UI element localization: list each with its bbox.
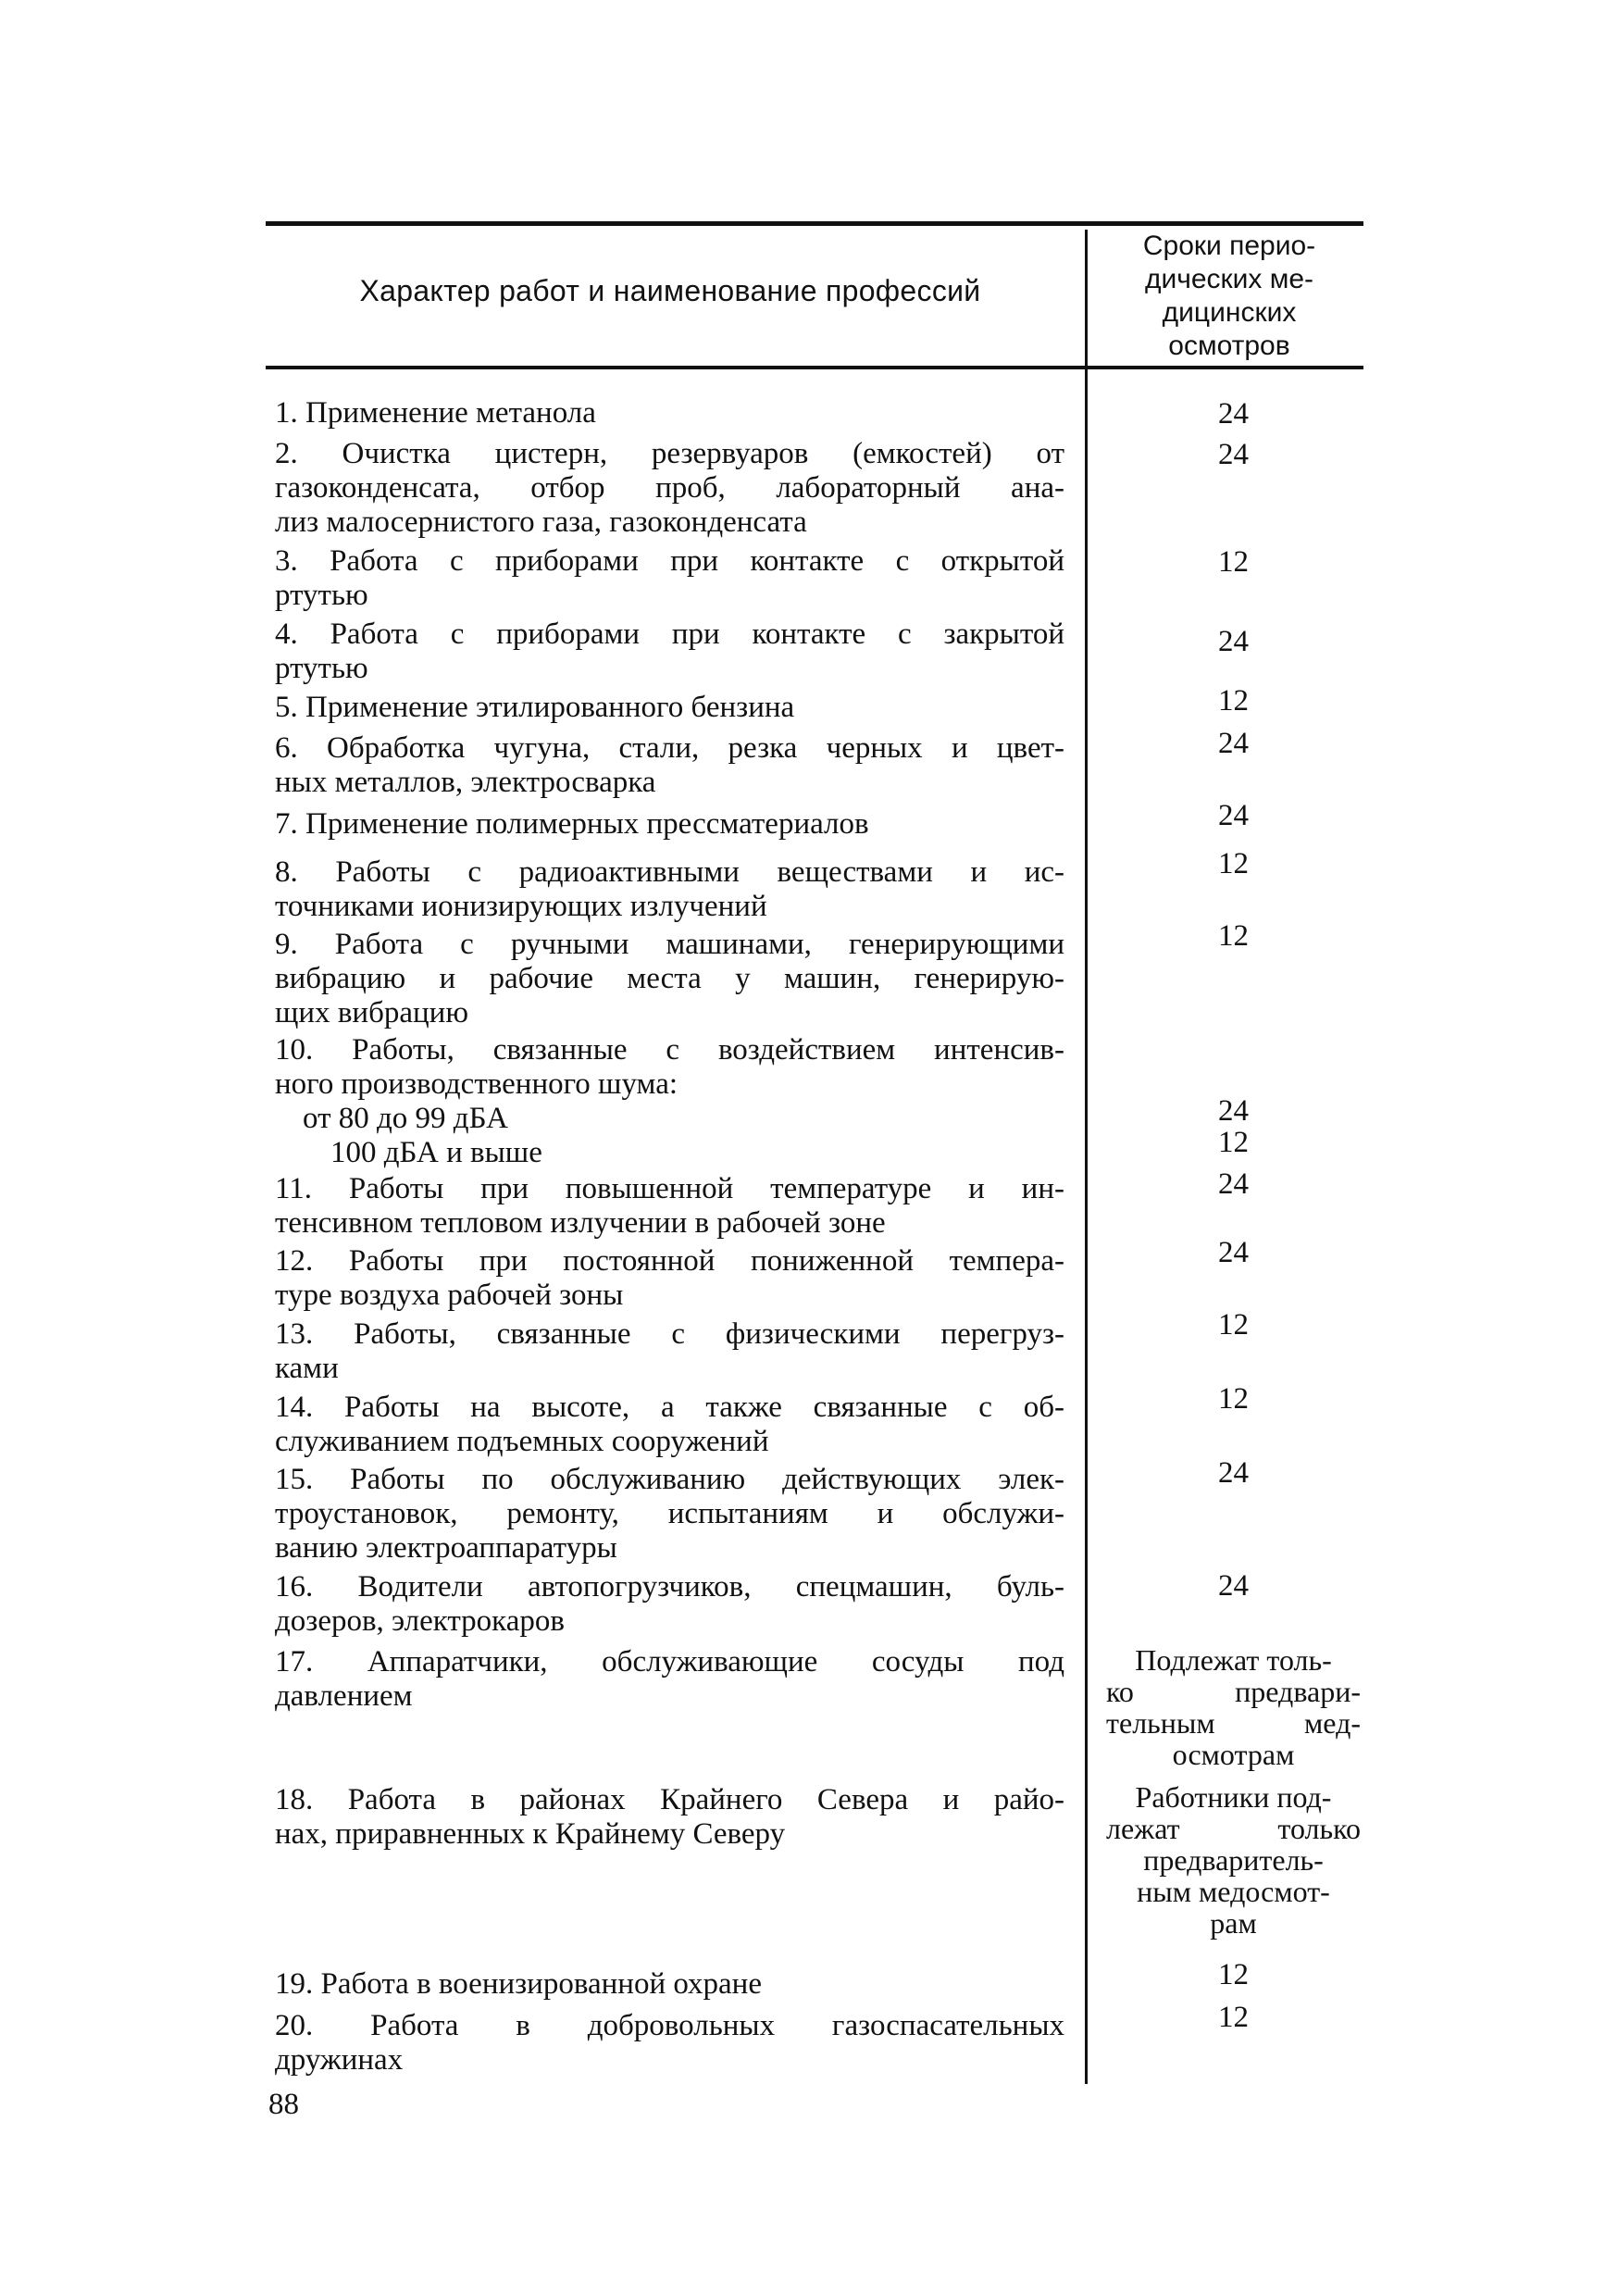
term-note-line: тельным мед- bbox=[1106, 1706, 1361, 1740]
row-line: 13. Работы, связанные с физическими перегруз- bbox=[275, 1317, 1064, 1351]
table-row-13-work bbox=[275, 1317, 1064, 1386]
term-value: 24 bbox=[1218, 1456, 1249, 1490]
table-row-4-term bbox=[1106, 626, 1361, 657]
row-line: 6. Обработка чугуна, стали, резка черных и цвет- bbox=[275, 731, 1064, 765]
table-row-4-work bbox=[275, 618, 1064, 686]
row-line: ных металлов, электросварка bbox=[275, 766, 656, 799]
term-value: 24 bbox=[1218, 625, 1249, 658]
table-row-19-work bbox=[275, 1967, 1064, 2002]
table-row-12-term bbox=[1106, 1237, 1361, 1268]
row-line: ванию электроаппаратуры bbox=[275, 1531, 617, 1565]
term-note-line: лежат только bbox=[1106, 1812, 1361, 1845]
term-value: 24 bbox=[1218, 799, 1249, 832]
row-line: дружинах bbox=[275, 2043, 404, 2077]
row-line: 19. Работа в военизированной охране bbox=[275, 1967, 762, 2001]
header-exam-terms bbox=[1097, 230, 1362, 363]
page-number: 88 bbox=[268, 2088, 299, 2121]
table-row-17-work bbox=[275, 1645, 1064, 1714]
row-line: 5. Применение этилированного бензина bbox=[275, 691, 795, 724]
table-row-16-work bbox=[275, 1570, 1064, 1639]
row-line: туре воздуха рабочей зоны bbox=[275, 1279, 624, 1312]
term-value: 12 bbox=[1218, 1308, 1249, 1341]
table-row-3-work bbox=[275, 544, 1064, 613]
table-row-3-term bbox=[1106, 546, 1361, 578]
term-value: 24 bbox=[1218, 1167, 1249, 1201]
table-row-1-term bbox=[1106, 398, 1361, 430]
term-value: 12 bbox=[1218, 1382, 1249, 1416]
table-row-2-term bbox=[1106, 439, 1361, 470]
term-note-line: рам bbox=[1210, 1906, 1257, 1940]
table-row-18-term bbox=[1106, 1781, 1361, 1939]
table-row-14-term bbox=[1106, 1383, 1361, 1415]
term-value: 12 bbox=[1218, 847, 1249, 880]
term-value: 24 bbox=[1218, 1569, 1249, 1603]
row-line: 100 дБА и выше bbox=[330, 1136, 542, 1169]
term-value: 12 bbox=[1218, 919, 1249, 953]
header-term-line: дицинских bbox=[1162, 297, 1297, 328]
row-line: точниками ионизирующих излучений bbox=[275, 890, 767, 923]
table-row-11-term bbox=[1106, 1168, 1361, 1200]
row-line: от 80 до 99 дБА bbox=[303, 1102, 508, 1135]
term-note-line: осмотрам bbox=[1172, 1738, 1295, 1771]
row-line: давлением bbox=[275, 1679, 413, 1713]
row-line: газоконденсата, отбор проб, лабораторный ана- bbox=[275, 471, 1064, 505]
table-row-5-term bbox=[1106, 685, 1361, 717]
term-note-line: Подлежат толь- bbox=[1135, 1643, 1332, 1677]
term-note-line: ным медосмот- bbox=[1137, 1875, 1330, 1908]
table-row-12-work bbox=[275, 1244, 1064, 1313]
table-row-15-work bbox=[275, 1463, 1064, 1566]
row-line: щих вибрацию bbox=[275, 996, 468, 1029]
row-line: 11. Работы при повышенной температуре и ин- bbox=[275, 1172, 1064, 1205]
table-row-17-term bbox=[1106, 1644, 1361, 1770]
table-row-9-work bbox=[275, 928, 1064, 1030]
row-line: 1. Применение метанола bbox=[275, 396, 596, 430]
table-row-14-work bbox=[275, 1391, 1064, 1459]
row-line: 20. Работа в добровольных газоспасательных bbox=[275, 2009, 1064, 2042]
term-value: 24 bbox=[1218, 727, 1249, 760]
row-line: 3. Работа с приборами при контакте с открытой bbox=[275, 544, 1064, 578]
row-line: ртутью bbox=[275, 652, 368, 685]
table-row-7-work bbox=[275, 807, 1064, 842]
row-line: троустановок, ремонту, испытаниям и обслужи- bbox=[275, 1497, 1064, 1530]
row-line: 18. Работа в районах Крайнего Севера и райо- bbox=[275, 1783, 1064, 1816]
row-line: ками bbox=[275, 1352, 339, 1385]
term-value: 24 bbox=[1218, 438, 1249, 471]
table-row-13-term bbox=[1106, 1309, 1361, 1341]
table-row-15-term bbox=[1106, 1457, 1361, 1489]
table-row-19-term bbox=[1106, 1959, 1361, 1990]
row-line: 15. Работы по обслуживанию действующих элек- bbox=[275, 1463, 1064, 1496]
row-line: ртутью bbox=[275, 579, 368, 612]
table-row-9-term bbox=[1106, 920, 1361, 952]
row-line: тенсивном тепловом излучении в рабочей зоне bbox=[275, 1206, 886, 1240]
row-line: 14. Работы на высоте, а также связанные с об- bbox=[275, 1391, 1064, 1424]
header-term-line: Сроки перио- bbox=[1142, 231, 1316, 261]
table-top-rule bbox=[266, 221, 1363, 226]
term-note-line: предваритель- bbox=[1143, 1843, 1324, 1877]
table-row-2-work bbox=[275, 437, 1064, 540]
term-value: 24 bbox=[1218, 1094, 1249, 1128]
row-line: 12. Работы при постоянной пониженной темпера- bbox=[275, 1244, 1064, 1278]
row-line: дозеров, электрокаров bbox=[275, 1604, 565, 1638]
table-row-10-term bbox=[1106, 1095, 1361, 1158]
term-note-line: ко предвари- bbox=[1106, 1675, 1361, 1708]
row-line: 10. Работы, связанные с воздействием интенсив- bbox=[275, 1033, 1064, 1067]
table-row-6-work bbox=[275, 731, 1064, 800]
header-bottom-rule bbox=[266, 366, 1363, 369]
table-row-5-work bbox=[275, 691, 1064, 725]
row-line: ного производственного шума: bbox=[275, 1067, 678, 1101]
header-work-type: Характер работ и наименование профессий bbox=[359, 274, 981, 307]
column-divider bbox=[1085, 230, 1088, 2084]
row-line: 17. Аппаратчики, обслуживающие сосуды под bbox=[275, 1645, 1064, 1678]
term-value: 12 bbox=[1218, 1958, 1249, 1991]
table-row-7-term bbox=[1106, 800, 1361, 831]
table-row-20-work bbox=[275, 2009, 1064, 2078]
row-line: лиз малосернистого газа, газоконденсата bbox=[275, 505, 807, 539]
table-row-20-term bbox=[1106, 2002, 1361, 2033]
row-line: 4. Работа с приборами при контакте с закрытой bbox=[275, 618, 1064, 651]
table-row-11-work bbox=[275, 1172, 1064, 1241]
term-value: 12 bbox=[1218, 545, 1249, 579]
row-line: 2. Очистка цистерн, резервуаров (емкостей) от bbox=[275, 437, 1064, 470]
row-line: 9. Работа с ручными машинами, генерирующими bbox=[275, 928, 1064, 961]
term-value: 12 bbox=[1218, 2001, 1249, 2034]
table-row-6-term bbox=[1106, 728, 1361, 759]
term-value: 12 bbox=[1218, 1126, 1249, 1159]
table-row-16-term bbox=[1106, 1570, 1361, 1602]
table-row-18-work bbox=[275, 1783, 1064, 1852]
header-term-line: дических ме- bbox=[1144, 264, 1314, 294]
row-line: 7. Применение полимерных прессматериалов bbox=[275, 807, 869, 841]
row-line: 16. Водители автопогрузчиков, спецмашин, буль- bbox=[275, 1570, 1064, 1603]
term-value: 24 bbox=[1218, 1236, 1249, 1269]
table-row-10-work bbox=[275, 1033, 1064, 1170]
term-value: 12 bbox=[1218, 684, 1249, 718]
row-line: 8. Работы с радиоактивными веществами и ис- bbox=[275, 855, 1064, 889]
row-line: вибрацию и рабочие места у машин, генерирую- bbox=[275, 962, 1064, 995]
table-row-8-work bbox=[275, 855, 1064, 924]
row-line: служиванием подъемных сооружений bbox=[275, 1425, 769, 1458]
header-term-line: осмотров bbox=[1168, 331, 1290, 361]
row-line: нах, приравненных к Крайнему Северу bbox=[275, 1817, 786, 1851]
table-row-1-work bbox=[275, 396, 1064, 430]
term-value: 24 bbox=[1218, 397, 1249, 430]
term-note-line: Работники под- bbox=[1135, 1780, 1332, 1814]
table-row-8-term bbox=[1106, 848, 1361, 880]
